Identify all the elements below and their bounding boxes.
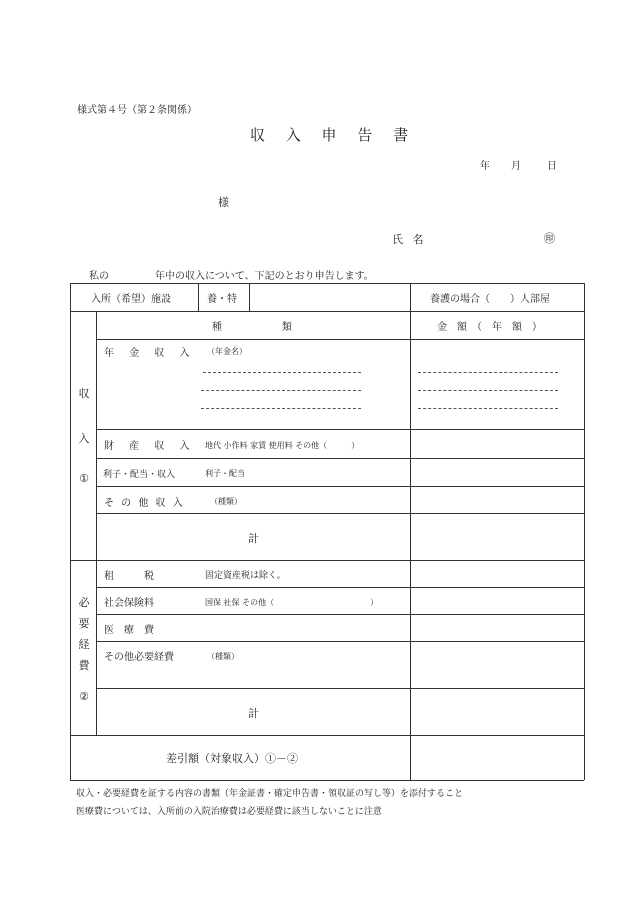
expense-side-char-4: 費: [78, 659, 90, 672]
other-income-note: （種類）: [210, 497, 242, 506]
statement-body: 年中の収入について、下記のとおり申告します。: [155, 271, 374, 282]
social-insurance-note: 国保 社保 その他（ ）: [205, 598, 379, 607]
interest-income-note: 利子・配当: [205, 469, 245, 478]
date-day-label: 日: [547, 161, 557, 172]
statement-prefix: 私の: [89, 271, 109, 282]
property-income-label: 財 産 収 入: [104, 441, 196, 452]
other-income-label: そ の 他 収 入: [104, 498, 185, 509]
addressee-suffix: 様: [218, 196, 229, 209]
pension-income-label: 年 金 収 入: [104, 348, 196, 359]
footnote-attachment: 収入・必要経費を証する内容の書類（年金証書・確定申告書・領収証の写し等）を添付すること: [76, 789, 464, 799]
type-column-header: 種 類: [212, 322, 292, 333]
interest-income-label: 利子・配当・収入: [103, 470, 176, 480]
income-side-char-3: ①: [79, 472, 89, 485]
tax-note: 固定資産税は除く。: [205, 571, 286, 581]
difference-label: 差引額（対象収入）①－②: [166, 752, 298, 765]
expense-total-label: 計: [248, 707, 259, 720]
other-expense-note: （種類）: [207, 652, 239, 661]
pension-name-note: （年金名）: [207, 347, 247, 356]
expense-side-char-2: 要: [78, 617, 90, 630]
amount-column-header: 金 額 （ 年 額 ）: [437, 322, 542, 333]
form-number: 様式第４号（第２条関係）: [77, 105, 197, 116]
name-label: 氏 名: [392, 233, 427, 246]
date-month-label: 月: [511, 161, 521, 172]
seal-icon: ㊞: [544, 232, 555, 245]
expense-side-char-5: ②: [79, 690, 89, 703]
page-title: 収 入 申 告 書: [250, 126, 417, 144]
expense-side-char-1: 必: [78, 596, 90, 609]
date-year-label: 年: [480, 161, 490, 172]
social-insurance-label: 社会保険料: [104, 598, 154, 609]
property-income-note: 地代 小作料 家賃 使用料 その他（ ）: [205, 441, 360, 450]
expense-side-char-3: 経: [78, 638, 90, 651]
income-side-char-1: 収: [78, 387, 90, 400]
footnote-medical: 医療費については、入所前の入院治療費は必要経費に該当しないことに注意: [76, 807, 382, 817]
tax-label: 租 税: [104, 571, 154, 582]
medical-expense-label: 医 療 費: [104, 625, 154, 636]
income-side-char-2: 入: [78, 432, 90, 445]
facility-type: 養・特: [207, 294, 237, 305]
care-room-label: 養護の場合（ ）人部屋: [430, 294, 550, 305]
other-expense-label: その他必要経費: [104, 652, 174, 663]
facility-label: 入所（希望）施設: [91, 294, 171, 305]
income-total-label: 計: [248, 532, 259, 545]
